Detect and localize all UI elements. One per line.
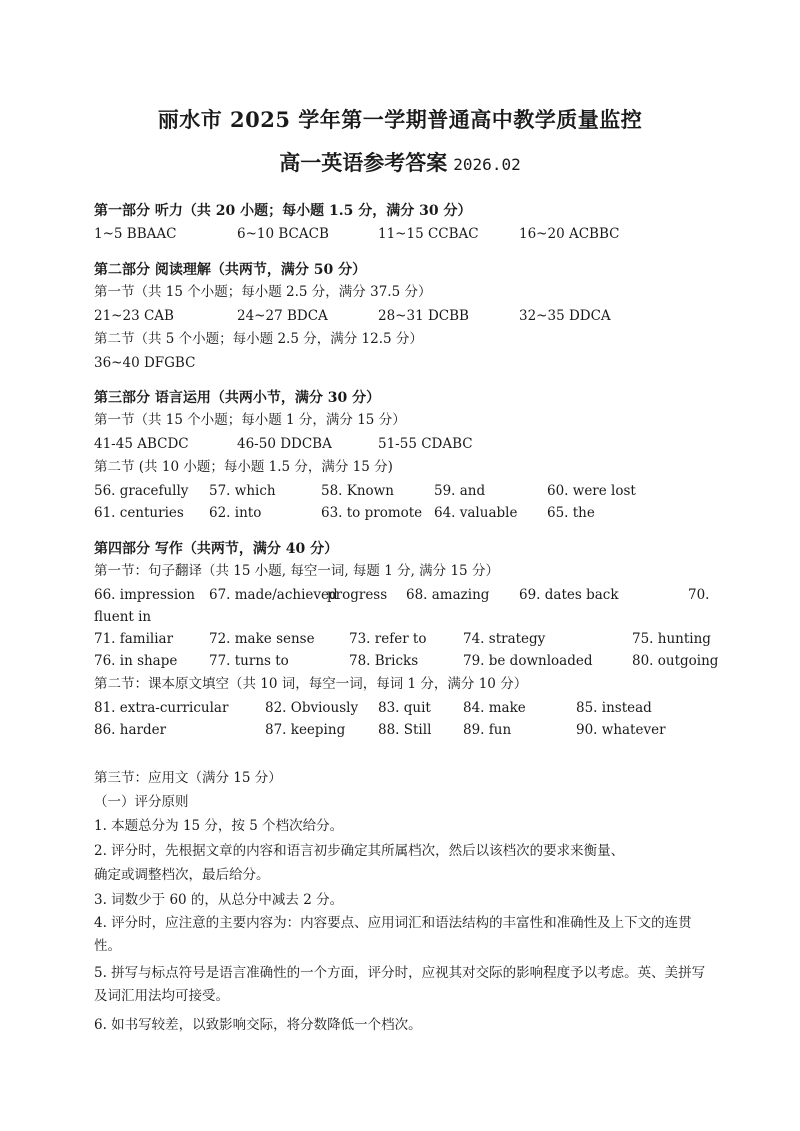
answer-item: 88. Still xyxy=(378,722,432,738)
answer-item: 67. made/achieved xyxy=(209,587,338,603)
answer-item: 64. valuable xyxy=(434,505,518,521)
answer-item: 61. centuries xyxy=(94,505,184,521)
answer-item: 69. dates back xyxy=(519,587,619,603)
part3-section2: 第二节 (共 10 小题；每小题 1.5 分，满分 15 分) xyxy=(94,459,393,475)
writing-section-heading: 第三节：应用文（满分 15 分） xyxy=(94,770,282,786)
scoring-principles-heading: （一）评分原则 xyxy=(94,794,189,810)
answer-item: 59. and xyxy=(434,483,486,499)
answer-group: 41-45 ABCDC xyxy=(94,436,189,452)
answer-item: 60. were lost xyxy=(547,483,636,499)
part4-section1: 第一节：句子翻译（共 15 小题, 每空一词, 每题 1 分, 满分 15 分） xyxy=(94,563,499,579)
answer-item: 76. in shape xyxy=(94,653,178,669)
answer-item: 58. Known xyxy=(321,483,394,499)
answer-group: 11~15 CCBAC xyxy=(378,226,479,242)
part2-heading: 第二部分 阅读理解（共两节，满分 50 分） xyxy=(94,262,367,278)
answer-item: 86. harder xyxy=(94,722,167,738)
answer-item: 65. the xyxy=(547,505,595,521)
answer-group: 46-50 DDCBA xyxy=(237,436,332,452)
part4-section2: 第二节：课本原文填空（共 10 词，每空一词，每词 1 分，满分 10 分） xyxy=(94,676,528,692)
answer-item: progress xyxy=(327,587,388,603)
answer-item: 63. to promote xyxy=(321,505,423,521)
scoring-rule: 1. 本题总分为 15 分，按 5 个档次给分。 xyxy=(94,818,344,834)
answer-item: 82. Obviously xyxy=(265,700,359,716)
answer-group: 32~35 DDCA xyxy=(519,308,611,324)
answer-group: 51-55 CDABC xyxy=(378,436,473,452)
scoring-rule: 5. 拼写与标点符号是语言准确性的一个方面，评分时，应视其对交际的影响程度予以考虑。英、美拼写及词汇用法均可接受。 xyxy=(94,965,706,1004)
answer-item: 87. keeping xyxy=(265,722,346,738)
answer-group: 16~20 ACBBC xyxy=(519,226,620,242)
exam-date: 2026.02 xyxy=(453,155,521,174)
answer-item: 66. impression xyxy=(94,587,195,603)
scoring-rule: 2. 评分时，先根据文章的内容和语言初步确定其所属档次，然后以该档次的要求来衡量、 xyxy=(94,843,625,859)
answer-item: 81. extra-curricular xyxy=(94,700,229,716)
answer-item: 75. hunting xyxy=(632,631,711,647)
answer-item: 84. make xyxy=(463,700,526,716)
answer-item: 77. turns to xyxy=(209,653,289,669)
scoring-rule-continued: 确定或调整档次，最后给分。 xyxy=(94,867,270,883)
answer-group: 36~40 DFGBC xyxy=(94,355,196,371)
part2-section1: 第一节（共 15 个小题；每小题 2.5 分，满分 37.5 分） xyxy=(94,284,432,300)
answer-group: 6~10 BCACB xyxy=(237,226,329,242)
answer-item: 68. amazing xyxy=(406,587,490,603)
answer-item: 79. be downloaded xyxy=(463,653,593,669)
answer-item: 85. instead xyxy=(576,700,652,716)
answer-item: 70. xyxy=(688,587,710,603)
scoring-rule: 3. 词数少于 60 的，从总分中减去 2 分。 xyxy=(94,892,344,908)
part3-section1: 第一节（共 15 个小题；每小题 1 分，满分 15 分） xyxy=(94,412,406,428)
answer-item: 71. familiar xyxy=(94,631,174,647)
answer-item: 56. gracefully xyxy=(94,483,189,499)
part2-section2: 第二节（共 5 个小题；每小题 2.5 分，满分 12.5 分） xyxy=(94,331,423,347)
answer-item: 80. outgoing xyxy=(632,653,719,669)
answer-item: 90. whatever xyxy=(576,722,666,738)
answer-item: 89. fun xyxy=(463,722,512,738)
page-subtitle xyxy=(0,147,800,177)
answer-group: 24~27 BDCA xyxy=(237,308,328,324)
part3-heading: 第三部分 语言运用（共两小节，满分 30 分） xyxy=(94,390,381,406)
answer-continuation: fluent in xyxy=(94,609,152,625)
part1-heading: 第一部分 听力（共 20 小题；每小题 1.5 分，满分 30 分） xyxy=(94,203,472,219)
answer-item: 78. Bricks xyxy=(349,653,419,669)
answer-item: 73. refer to xyxy=(349,631,427,647)
answer-item: 83. quit xyxy=(378,700,431,716)
answer-group: 1~5 BBAAC xyxy=(94,226,177,242)
part4-heading: 第四部分 写作（共两节，满分 40 分） xyxy=(94,541,339,557)
answer-item: 62. into xyxy=(209,505,262,521)
scoring-rule: 4. 评分时，应注意的主要内容为：内容要点、应用词汇和语法结构的丰富性和准确性及上下文的连贯性。 xyxy=(94,915,692,954)
answer-group: 28~31 DCBB xyxy=(378,308,469,324)
subtitle-text: 高一英语参考答案 xyxy=(279,150,448,175)
answer-item: 57. which xyxy=(209,483,276,499)
answer-item: 74. strategy xyxy=(463,631,546,647)
answer-group: 21~23 CAB xyxy=(94,308,174,324)
scoring-rule: 6. 如书写较差，以致影响交际，将分数降低一个档次。 xyxy=(94,1017,422,1033)
answer-item: 72. make sense xyxy=(209,631,315,647)
page-title: 丽水市 2025 学年第一学期普通高中教学质量监控 xyxy=(157,107,643,132)
